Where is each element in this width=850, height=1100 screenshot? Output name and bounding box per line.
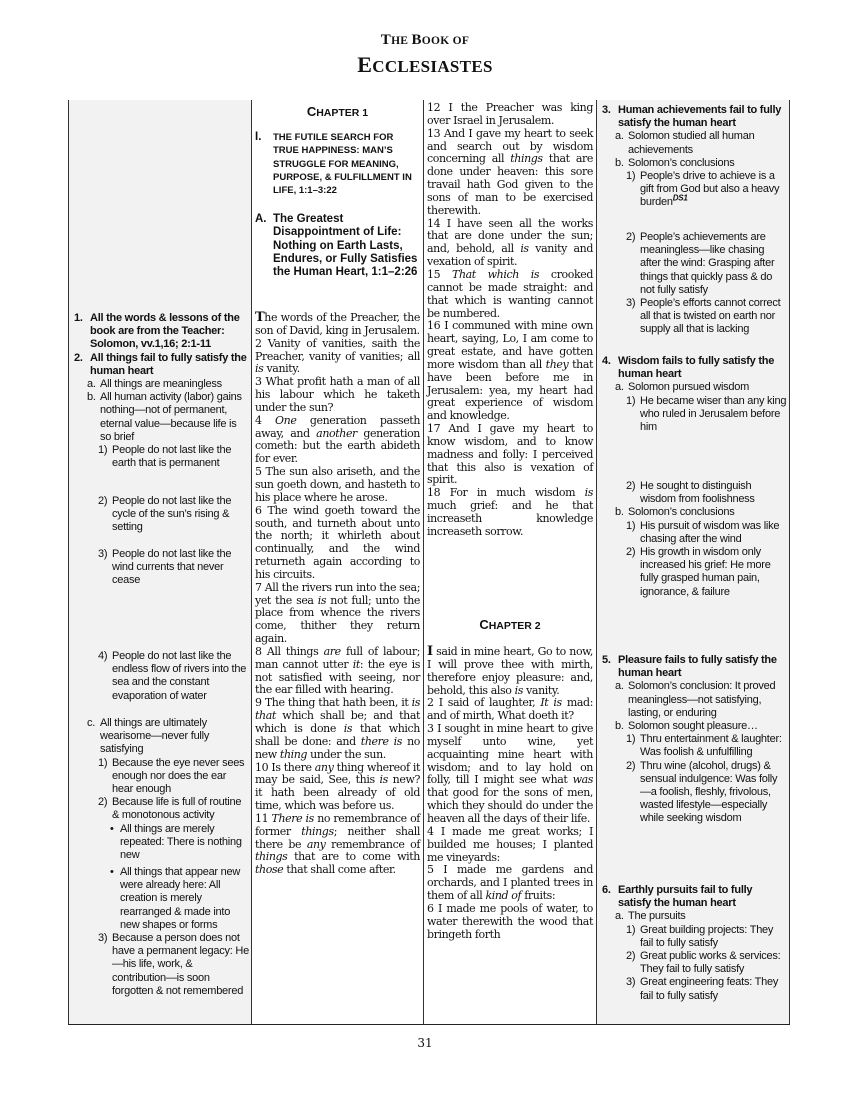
outline-marker: 3): [98, 932, 108, 945]
outline-text: Great public works & services: They fail to fully satisfy: [640, 950, 781, 976]
verse: [427, 487, 593, 538]
outline-marker: 1): [626, 170, 636, 183]
outline-marker: a.: [615, 130, 624, 143]
outline-text: Pleasure fails to fully satisfy the human heart: [618, 654, 777, 680]
outline-marker: 6.: [602, 884, 611, 896]
outline-text: All things are meaningless: [100, 378, 222, 391]
outline-text: Thru wine (alcohol, drugs) & sensual indulgence: Was folly—a foolish, fleshly, frivolous, wasted lifestyle—especially while seeking wisdom: [640, 759, 778, 825]
outline-item: [73, 548, 249, 588]
outline-text: Solomon’s conclusions: [628, 506, 735, 519]
chapter-heading-initial: C: [479, 617, 489, 632]
outline-item: [73, 796, 249, 822]
chapter-heading-initial: C: [306, 104, 317, 119]
outline-block: [73, 717, 249, 862]
outline-marker: 3): [98, 548, 108, 560]
major-heading: [255, 131, 419, 197]
outline-text: He became wiser than any king who ruled in Jerusalem before him: [640, 394, 787, 434]
verse: [255, 376, 420, 415]
outline-item: [601, 395, 787, 435]
verse: [427, 102, 593, 128]
left-outline-column: [68, 100, 252, 1024]
outline-marker: 3): [626, 297, 636, 310]
scripture-verses: [255, 312, 420, 877]
verse-text: 7 All the rivers run into the sea; yet the sea is not full; unto the place from whence the rivers come, thither they return again.: [255, 580, 421, 646]
verse: [255, 415, 420, 466]
outline-marker: 1): [626, 519, 636, 532]
verse-text: 10 Is there any thing whereof it may be said, See, this is new? it hath been already of old time, which was before us.: [255, 760, 420, 813]
outline-item: [601, 157, 787, 170]
verse: [255, 813, 420, 877]
outline-marker: a.: [615, 910, 624, 923]
outline-marker: 2): [626, 546, 636, 559]
outline-marker: 1): [98, 756, 108, 769]
verse-text: he words of the Preacher, the son of David, king in Jerusalem.: [255, 311, 420, 337]
outline-marker: 2): [626, 950, 636, 963]
sub-heading: [255, 213, 419, 279]
outline-text: The pursuits: [628, 910, 686, 923]
right-outline-column: [597, 100, 790, 1024]
outline-block: [601, 654, 787, 826]
verse-text: 5 The sun also ariseth, and the sun goeth down, and hasteth to his place where he arose.: [255, 465, 420, 504]
outline-marker: a.: [615, 680, 624, 693]
outline-text: Solomon’s conclusions: [628, 156, 735, 169]
outline-block: [601, 231, 787, 337]
outline-marker: 5.: [602, 654, 611, 666]
scripture-column-2: [423, 100, 597, 1024]
outline-item: [73, 650, 249, 703]
outline-block: [601, 355, 787, 434]
verse-text: 6 I made me pools of water, to water therewith the wood that bringeth forth: [427, 901, 593, 941]
outline-marker: 3): [626, 976, 636, 989]
outline-text: All things that appear new were already here: All creation is merely rearranged & made into new shapes or forms: [120, 866, 241, 931]
outline-item: [73, 312, 249, 352]
commentary-table: [68, 100, 790, 1025]
title-letter: B: [411, 32, 422, 48]
outline-marker: a.: [87, 378, 96, 391]
outline-item: [601, 760, 787, 826]
outline-item: [601, 231, 787, 297]
outline-item: [601, 506, 787, 519]
outline-marker: b.: [615, 506, 624, 519]
verse-text: 9 The thing that hath been, it is that which shall be; and that which is done is that which shall be done: and there is no new thing under the sun.: [255, 696, 420, 761]
verse-text: 8 All things are full of labour; man cannot utter it: the eye is not satisfied with seeing, nor the ear filled with hearing.: [255, 644, 420, 697]
outline-text: Wisdom fails to fully satisfy the human heart: [618, 355, 775, 381]
outline-item: [73, 717, 249, 757]
scripture-column-1: [252, 100, 423, 1024]
outline-text: All human activity (labor) gains nothing—not of permanent, eternal value—because life is so brief: [100, 391, 242, 443]
verse-text: 11 There is no remembrance of former things; neither shall there be any remembrance of things that are to come with those that shall come after.: [255, 811, 420, 877]
outline-text: Great engineering feats: They fail to fully satisfy: [640, 976, 779, 1002]
major-heading-marker: I.: [255, 131, 262, 143]
verse: [255, 582, 420, 646]
verse-text: 4 I made me great works; I builded me houses; I planted me vineyards:: [427, 824, 593, 864]
outline-text: Solomon studied all human achievements: [628, 130, 755, 156]
verse: [427, 646, 593, 697]
verse: [427, 903, 593, 942]
outline-marker: 1): [98, 444, 108, 457]
outline-marker: 2.: [74, 351, 83, 364]
outline-text: All things fail to fully satisfy the human heart: [90, 351, 247, 377]
outline-text: People do not last like the cycle of the sun’s rising & setting: [112, 495, 232, 534]
outline-item: [601, 654, 787, 680]
verse-text: 14 I have seen all the works that are done under the sun; and, behold, all is vanity and vexation of spirit.: [427, 216, 593, 269]
outline-item: [73, 352, 249, 378]
outline-marker: 1): [626, 733, 636, 746]
verse-text: 15 That which is crooked cannot be made straight: and that which is wanting cannot be numbered.: [427, 267, 594, 320]
outline-text: All the words & lessons of the book are from the Teacher: Solomon, vv.1,16; 2:1-11: [90, 312, 240, 351]
outline-marker: c.: [87, 717, 96, 729]
outline-text: People’s achievements are meaningless—like chasing after the wind: Grasping after things that quickly pass & do not fully satisfy: [640, 231, 775, 296]
outline-item: [73, 757, 249, 797]
outline-item: [601, 297, 787, 337]
outline-text: Earthly pursuits fail to fully satisfy the human heart: [618, 884, 753, 910]
verse-text: 3 I sought in mine heart to give myself unto wine, yet acquainting mine heart with wisdom; and to lay hold on folly, till I might see what was that good for the sons of men, which they should do under the heaven all the days of their life.: [427, 722, 593, 825]
outline-marker: 2): [626, 480, 636, 492]
outline-item: [601, 950, 787, 976]
outline-marker: b.: [87, 391, 96, 404]
verse-text: 16 I communed with mine own heart, saying, Lo, I am come to great estate, and have gotten more wisdom than all they that have been before me in Jerusalem: yea, my heart had great experience of wisdom and knowledge.: [427, 319, 594, 423]
verse: [255, 338, 420, 377]
study-reference-superscript[interactable]: DS1: [672, 193, 688, 203]
verse: [255, 646, 420, 697]
outline-text: His growth in wisdom only increased his grief: He more fully grasped human pain, ignorance, & failure: [640, 546, 771, 598]
outline-item: [601, 546, 787, 599]
outline-marker: 1): [626, 923, 636, 936]
verse-text: 4 One generation passeth away, and another generation cometh: but the earth abideth for ever.: [255, 413, 421, 466]
scripture-verses: [427, 102, 593, 539]
outline-item: [601, 680, 787, 720]
book-title-prefix: [0, 32, 850, 49]
outline-item: [601, 130, 787, 156]
verse-text: 12 I the Preacher was king over Israel in Jerusalem.: [427, 101, 593, 127]
verse: [427, 320, 593, 423]
outline-item: [601, 884, 787, 910]
outline-marker: •: [110, 866, 114, 878]
title-text: HE: [391, 35, 412, 47]
title-text: CCLESIASTES: [372, 57, 493, 76]
outline-marker: 3.: [602, 104, 611, 116]
chapter-1-heading: [252, 104, 423, 119]
verse-text: said in mine heart, Go to now, I will prove thee with mirth, therefore enjoy pleasure: and, behold, this also is vanity.: [427, 645, 593, 697]
outline-text: He sought to distinguish wisdom from foolishness: [640, 480, 755, 506]
outline-text: Great building projects: They fail to fully satisfy: [640, 923, 774, 949]
chapter-heading-text: HAPTER 1: [316, 107, 369, 119]
outline-item: [601, 720, 787, 733]
verse: [255, 466, 420, 505]
outline-item: [601, 924, 787, 950]
outline-marker: a.: [615, 381, 624, 394]
outline-block: [601, 104, 787, 210]
scripture-verses: [427, 646, 593, 941]
chapter-heading-text: HAPTER 2: [488, 620, 541, 632]
outline-item: [601, 910, 787, 923]
outline-text: Solomon sought pleasure…: [628, 720, 758, 733]
chapter-2-heading: [424, 617, 596, 632]
outline-item: [73, 444, 249, 470]
outline-text: Because the eye never sees enough nor does the ear hear enough: [112, 756, 245, 796]
verse: [427, 218, 593, 269]
title-text: OOK OF: [421, 35, 470, 47]
outline-text: Solomon’s conclusion: It proved meaningless—not satisfying, lasting, or enduring: [628, 680, 776, 719]
outline-block: [73, 548, 249, 588]
outline-block: [601, 480, 787, 599]
outline-marker: b.: [615, 720, 624, 733]
outline-text: People’s efforts cannot correct all that is twisted on earth nor supply all that is lacking: [640, 297, 781, 336]
page-number: 31: [417, 1036, 433, 1050]
outline-text: All things are merely repeated: There is nothing new: [120, 822, 242, 862]
verse: [255, 312, 420, 338]
verse-text: 3 What profit hath a man of all his labour which he taketh under the sun?: [255, 375, 420, 414]
outline-text: People do not last like the wind currents that never cease: [112, 548, 232, 587]
outline-item: [601, 976, 787, 1002]
outline-item: [73, 932, 249, 998]
verse: [427, 697, 593, 723]
title-letter: T: [380, 32, 392, 48]
outline-text: All things are ultimately wearisome—never fully satisfying: [100, 717, 210, 756]
outline-item: [601, 170, 787, 210]
outline-block: [601, 884, 787, 1003]
verse: [427, 864, 593, 903]
verse-text: 2 I said of laughter, It is mad: and of mirth, What doeth it?: [427, 696, 593, 723]
verse: [427, 423, 593, 487]
outline-text: Because a person does not have a permanent legacy: He—his life, work, & contribution—is soon forgotten & not remembered: [112, 932, 249, 997]
outline-item: [601, 355, 787, 381]
title-letter: E: [357, 52, 373, 77]
outline-item: [73, 378, 249, 391]
outline-block: [73, 495, 249, 535]
outline-text: People’s drive to achieve is a gift from God but also a heavy burden: [640, 170, 780, 209]
outline-marker: •: [110, 822, 114, 835]
outline-item: [73, 866, 249, 932]
verse-text: 6 The wind goeth toward the south, and turneth about unto the north; it whirleth about continually, and the wind returneth again according to his circuits.: [255, 503, 420, 581]
outline-marker: 2): [626, 759, 636, 772]
verse-text: 5 I made me gardens and orchards, and I planted trees in them of all kind of fruits:: [427, 863, 593, 903]
outline-marker: 4): [98, 650, 108, 662]
outline-marker: b.: [615, 156, 624, 169]
outline-text: Thru entertainment & laughter: Was foolish & unfulfilling: [640, 733, 782, 759]
outline-item: [601, 480, 787, 506]
outline-text: Solomon pursued wisdom: [628, 381, 750, 394]
verse-initial: T: [255, 310, 265, 325]
verse-initial: I: [427, 644, 433, 659]
outline-marker: 1.: [74, 312, 83, 324]
verse-text: 13 And I gave my heart to seek and search out by wisdom concerning all things that are done under heaven: this sore travail hath God given to the sons of man to be exercised therewith.: [427, 126, 593, 217]
outline-text: People do not last like the endless flow of rivers into the sea and the constant evaporation of water: [112, 650, 247, 702]
verse-text: 18 For in much wisdom is much grief: and he that increaseth knowledge increaseth sorrow.: [427, 486, 593, 538]
verse: [427, 826, 593, 865]
verse: [427, 723, 593, 826]
outline-item: [601, 520, 787, 546]
verse: [255, 505, 420, 582]
book-title: [0, 52, 850, 78]
outline-text: People do not last like the earth that is permanent: [112, 444, 232, 470]
verse: [427, 128, 593, 218]
verse: [427, 269, 593, 320]
outline-marker: 4.: [602, 355, 611, 367]
outline-text: Human achievements fail to fully satisfy the human heart: [618, 104, 782, 130]
sub-heading-text: The Greatest Disappointment of Life: Nothing on Earth Lasts, Endures, or Fully Satisfies the Human Heart, 1:1–2:26: [273, 213, 418, 279]
outline-text: Because life is full of routine & monotonous activity: [112, 796, 242, 822]
outline-block: [73, 312, 249, 470]
outline-item: [601, 104, 787, 130]
verse-text: 17 And I gave my heart to know wisdom, and to know madness and folly: I perceived that this also is vexation of spirit.: [427, 422, 593, 487]
major-heading-text: THE FUTILE SEARCH FOR TRUE HAPPINESS: MAN’S STRUGGLE FOR MEANING, PURPOSE, & FULFILLMENT IN LIFE, 1:1–3:22: [273, 132, 412, 197]
verse-text: 2 Vanity of vanities, saith the Preacher, vanity of vanities; all is vanity.: [255, 336, 420, 376]
outline-item: [601, 381, 787, 394]
outline-item: [73, 391, 249, 444]
outline-marker: 2): [626, 231, 636, 243]
verse: [255, 762, 420, 813]
outline-block: [73, 650, 249, 703]
outline-marker: 2): [98, 495, 108, 507]
sub-heading-marker: A.: [255, 213, 267, 225]
outline-marker: 1): [626, 394, 636, 407]
outline-text: His pursuit of wisdom was like chasing after the wind: [640, 519, 780, 545]
outline-item: [601, 733, 787, 759]
outline-item: [73, 495, 249, 535]
outline-item: [73, 823, 249, 863]
outline-marker: 2): [98, 796, 108, 809]
outline-block: [73, 866, 249, 998]
verse: [255, 697, 420, 761]
